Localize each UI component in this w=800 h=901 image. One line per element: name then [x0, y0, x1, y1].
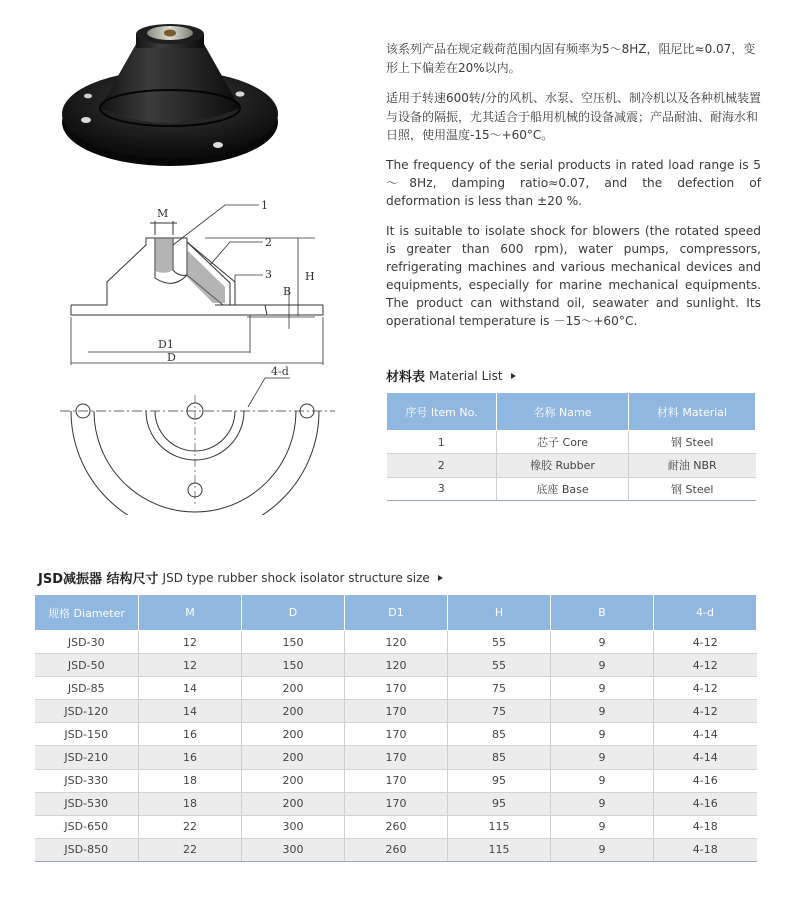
table-cell: 4-12 — [654, 654, 757, 677]
table-cell: 2 — [387, 454, 497, 477]
table-cell: 18 — [139, 769, 242, 792]
table-row — [387, 477, 756, 500]
label-d: D — [167, 351, 176, 364]
table-cell: 200 — [242, 769, 345, 792]
table-cell: 14 — [139, 677, 242, 700]
header-item-no: 序号 Item No. — [387, 393, 497, 431]
table-header-row — [387, 393, 756, 431]
table-row — [35, 792, 757, 815]
table-cell: 4-14 — [654, 723, 757, 746]
table-cell: JSD-530 — [35, 792, 139, 815]
table-cell: 75 — [448, 677, 551, 700]
material-list-title — [386, 366, 516, 385]
table-cell: 4-12 — [654, 700, 757, 723]
header-b: B — [551, 595, 654, 631]
triangle-arrow-icon — [511, 373, 516, 379]
table-cell: 55 — [448, 654, 551, 677]
description-en-2: It is suitable to isolate shock for blowers (the rotated speed is greater than 600 rpm), water pumps, compressors, refrigerating machines and various mechanical devices and equipments, especially for marine mechanical equipments. The product can withstand oil, seawater and sunlight. Its operational temperature is －15～+60°C. — [386, 224, 761, 328]
table-row — [35, 746, 757, 769]
table-cell: 12 — [139, 631, 242, 654]
table-row — [35, 815, 757, 838]
table-cell: 115 — [448, 838, 551, 861]
table-cell: 钢 Steel — [629, 431, 756, 454]
triangle-arrow-icon — [438, 575, 443, 581]
table-cell: 9 — [551, 723, 654, 746]
table-cell: 底座 Base — [497, 477, 629, 500]
material-list-title-zh: 材料表 — [386, 370, 426, 385]
size-table — [34, 594, 757, 862]
table-row — [35, 654, 757, 677]
table-row — [35, 677, 757, 700]
table-cell: 14 — [139, 700, 242, 723]
table-row — [387, 454, 756, 477]
table-cell: JSD-120 — [35, 700, 139, 723]
table-cell: 9 — [551, 746, 654, 769]
technical-drawing — [55, 195, 345, 515]
table-cell: 115 — [448, 815, 551, 838]
table-cell: 120 — [345, 654, 448, 677]
table-cell: JSD-150 — [35, 723, 139, 746]
table-cell: 橡胶 Rubber — [497, 454, 629, 477]
table-cell: 9 — [551, 631, 654, 654]
material-list-title-en: Material List — [429, 368, 503, 383]
description-zh-2: 适用于转速600转/分的风机、水泵、空压机、制冷机以及各种机械装置与设备的隔振，尤其适合于船用机械的设备减震；产品耐油、耐海水和日照，使用温度-15～+60°C。 — [386, 91, 761, 142]
table-cell: 75 — [448, 700, 551, 723]
table-cell: 芯子 Core — [497, 431, 629, 454]
table-cell: 85 — [448, 723, 551, 746]
header-d: D — [242, 595, 345, 631]
table-cell: JSD-30 — [35, 631, 139, 654]
table-cell: 4-16 — [654, 769, 757, 792]
table-cell: 4-14 — [654, 746, 757, 769]
table-cell: 200 — [242, 792, 345, 815]
table-cell: 9 — [551, 815, 654, 838]
label-b: B — [283, 285, 292, 298]
table-cell: 170 — [345, 746, 448, 769]
table-cell: 钢 Steel — [629, 477, 756, 500]
table-cell: 170 — [345, 677, 448, 700]
size-table-title-en: JSD type rubber shock isolator structure size — [162, 570, 430, 585]
table-cell: 3 — [387, 477, 497, 500]
table-cell: 200 — [242, 677, 345, 700]
label-h: H — [305, 270, 315, 283]
table-cell: 16 — [139, 723, 242, 746]
header-material: 材料 Material — [629, 393, 756, 431]
label-m: M — [157, 207, 169, 220]
table-cell: JSD-330 — [35, 769, 139, 792]
table-cell: 170 — [345, 792, 448, 815]
table-cell: 170 — [345, 700, 448, 723]
table-cell: 300 — [242, 815, 345, 838]
table-cell: 12 — [139, 654, 242, 677]
table-cell: 4-18 — [654, 838, 757, 861]
table-cell: 95 — [448, 792, 551, 815]
description-en-1: The frequency of the serial products in rated load range is 5～8Hz, damping ratio≈0.07, and the defection of deformation is less than ±20 %. — [386, 158, 761, 208]
header-m: M — [139, 595, 242, 631]
table-cell: 170 — [345, 723, 448, 746]
table-cell: 9 — [551, 792, 654, 815]
product-photo — [58, 22, 288, 167]
table-cell: 22 — [139, 838, 242, 861]
table-row — [35, 769, 757, 792]
table-cell: 200 — [242, 746, 345, 769]
table-cell: 200 — [242, 723, 345, 746]
table-cell: JSD-650 — [35, 815, 139, 838]
table-cell: 9 — [551, 838, 654, 861]
table-row — [35, 723, 757, 746]
table-row — [35, 700, 757, 723]
table-header-row — [35, 595, 757, 631]
table-row — [387, 431, 756, 454]
table-cell: 9 — [551, 700, 654, 723]
table-cell: 150 — [242, 654, 345, 677]
table-cell: 9 — [551, 769, 654, 792]
table-cell: JSD-210 — [35, 746, 139, 769]
table-cell: JSD-85 — [35, 677, 139, 700]
header-4d: 4-d — [654, 595, 757, 631]
table-cell: 170 — [345, 769, 448, 792]
table-cell: 4-12 — [654, 631, 757, 654]
table-cell: 260 — [345, 838, 448, 861]
description-zh-1: 该系列产品在规定载荷范围内固有频率为5～8HZ，阻尼比≈0.07，变形上下偏差在20%以内。 — [386, 42, 756, 75]
table-cell: 9 — [551, 654, 654, 677]
table-cell: 300 — [242, 838, 345, 861]
header-diameter: 规格 Diameter — [35, 595, 139, 631]
table-cell: 260 — [345, 815, 448, 838]
table-cell: 85 — [448, 746, 551, 769]
label-part-1: 1 — [261, 199, 268, 212]
table-cell: 95 — [448, 769, 551, 792]
table-row — [35, 631, 757, 654]
label-part-3: 3 — [265, 268, 272, 281]
material-list-table — [386, 392, 756, 501]
label-d1: D1 — [158, 338, 174, 351]
table-cell: 55 — [448, 631, 551, 654]
table-cell: 4-18 — [654, 815, 757, 838]
size-table-title-zh: JSD减振器 结构尺寸 — [38, 572, 159, 587]
table-cell: 耐油 NBR — [629, 454, 756, 477]
table-cell: 9 — [551, 677, 654, 700]
label-holes: 4-d — [271, 365, 289, 378]
table-cell: 22 — [139, 815, 242, 838]
header-name: 名称 Name — [497, 393, 629, 431]
table-cell: 18 — [139, 792, 242, 815]
table-cell: 200 — [242, 700, 345, 723]
header-d1: D1 — [345, 595, 448, 631]
table-row — [35, 838, 757, 861]
table-cell: 4-16 — [654, 792, 757, 815]
table-cell: JSD-850 — [35, 838, 139, 861]
table-cell: JSD-50 — [35, 654, 139, 677]
table-cell: 1 — [387, 431, 497, 454]
table-cell: 150 — [242, 631, 345, 654]
header-h: H — [448, 595, 551, 631]
table-cell: 4-12 — [654, 677, 757, 700]
size-table-title — [38, 568, 443, 587]
table-cell: 16 — [139, 746, 242, 769]
table-cell: 120 — [345, 631, 448, 654]
label-part-2: 2 — [265, 236, 272, 249]
